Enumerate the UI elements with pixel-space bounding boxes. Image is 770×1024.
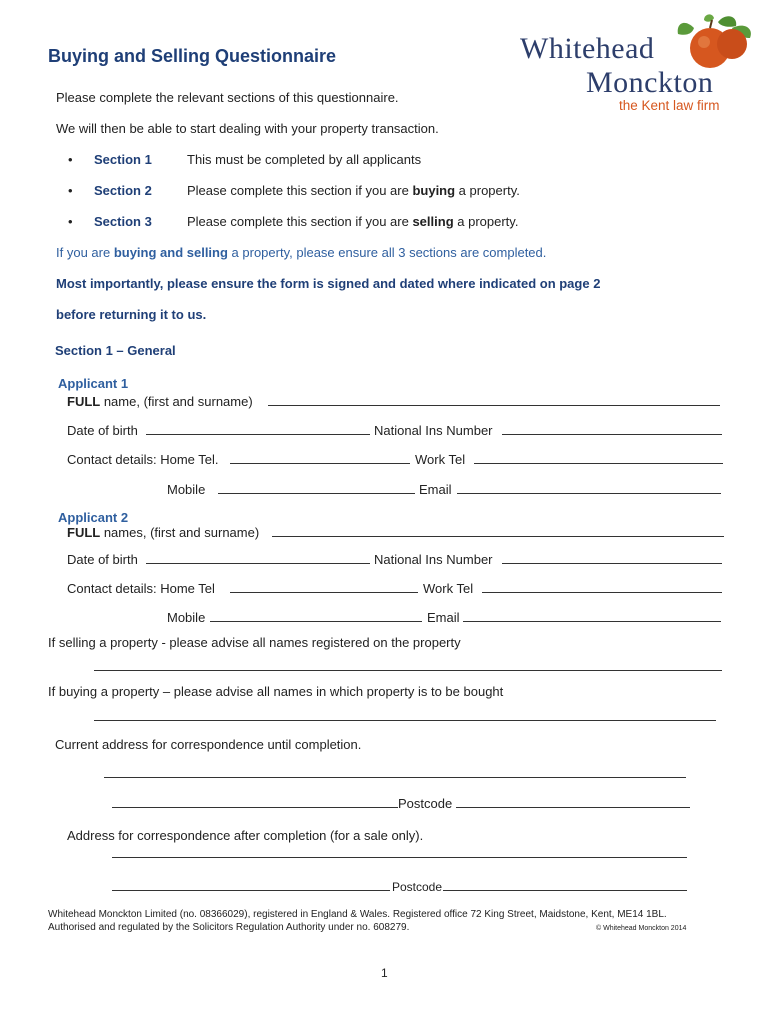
applicant-1-full-name-label: FULL name, (first and surname) [67,394,253,409]
applicant-1-dob-label: Date of birth [67,423,138,438]
applicant-1-email-label: Email [419,482,452,497]
after-address-label: Address for correspondence after completion (for a sale only). [67,828,424,843]
postcode-1-field[interactable] [456,807,690,808]
postcode-2-label: Postcode [392,880,443,894]
applicant-1-work-tel-label: Work Tel [415,452,466,467]
section-1-desc: This must be completed by all applicants [187,152,422,167]
after-address-field[interactable] [112,857,687,858]
applicant-1-email-field[interactable] [457,493,721,494]
intro-line-2: We will then be able to start dealing with your property transaction. [56,121,439,136]
applicant-1-ni-field[interactable] [502,434,722,435]
selling-names-field[interactable] [94,670,722,671]
firm-logo [516,14,756,124]
applicant-2-dob-field[interactable] [146,563,370,564]
applicant-2-work-tel-label: Work Tel [423,581,474,596]
logo-tagline: the Kent law firm [619,98,720,113]
important-note-2: before returning it to us. [56,307,207,322]
logo-line1: Whitehead [520,32,655,65]
applicant-1-home-tel-field[interactable] [230,463,410,464]
page-title: Buying and Selling Questionnaire [48,46,337,66]
applicant-1-dob-field[interactable] [146,434,370,435]
current-address-line-2-field[interactable] [112,807,398,808]
postcode-2-field[interactable] [443,890,687,891]
footer-company-info: Whitehead Monckton Limited (no. 08366029), registered in England & Wales. Registered office 72 King Street, Maidstone, Kent, ME14 1BL. [48,909,667,920]
section-3-desc: Please complete this section if you are selling a property. [187,214,519,229]
section-2-name: Section 2 [94,183,152,198]
intro-line-1: Please complete the relevant sections of this questionnaire. [56,90,399,105]
footer-copyright: © Whitehead Monckton 2014 [596,925,687,932]
current-address-label: Current address for correspondence until completion. [55,737,362,752]
applicant-2-email-label: Email [427,610,460,625]
applicant-1-heading: Applicant 1 [58,376,129,391]
applicant-2-home-tel-label: Contact details: Home Tel [67,581,215,596]
important-note-1: Most importantly, please ensure the form is signed and dated where indicated on page 2 [56,276,601,291]
applicant-2-email-field[interactable] [463,621,721,622]
section-3-name: Section 3 [94,214,152,229]
applicant-2-home-tel-field[interactable] [230,592,418,593]
apple-leaf-icon [674,14,756,74]
applicant-2-mobile-field[interactable] [210,621,422,622]
applicant-1-mobile-label: Mobile [167,482,206,497]
applicant-1-mobile-field[interactable] [218,493,415,494]
buying-names-label: If buying a property – please advise all names in which property is to be bought [48,684,504,699]
section-2-desc: Please complete this section if you are buying a property. [187,183,520,198]
applicant-2-dob-label: Date of birth [67,552,138,567]
applicant-1-ni-label: National Ins Number [374,423,493,438]
after-address-line-2-field[interactable] [112,890,390,891]
applicant-1-full-name-field[interactable] [268,405,720,406]
current-address-field[interactable] [104,777,686,778]
applicant-1-home-tel-label: Contact details: Home Tel. [67,452,219,467]
bullet-icon: • [68,183,73,198]
applicant-2-work-tel-field[interactable] [482,592,722,593]
applicant-2-full-name-label: FULL names, (first and surname) [67,525,260,540]
postcode-1-label: Postcode [398,796,453,811]
applicant-2-ni-field[interactable] [502,563,722,564]
section-1-heading: Section 1 – General [55,343,176,358]
selling-names-label: If selling a property - please advise all names registered on the property [48,635,461,650]
applicant-1-work-tel-field[interactable] [474,463,723,464]
both-note: If you are buying and selling a property, please ensure all 3 sections are completed. [56,245,547,260]
buying-names-field[interactable] [94,720,716,721]
bullet-icon: • [68,152,73,167]
applicant-2-full-name-field[interactable] [272,536,724,537]
applicant-2-ni-label: National Ins Number [374,552,493,567]
footer-regulation-info: Authorised and regulated by the Solicitors Regulation Authority under no. 608279. [48,922,410,933]
bullet-icon: • [68,214,73,229]
page-number: 1 [381,966,388,980]
section-1-name: Section 1 [94,152,152,167]
applicant-2-heading: Applicant 2 [58,510,129,525]
applicant-2-mobile-label: Mobile [167,610,206,625]
logo-line2: Monckton [586,66,714,99]
